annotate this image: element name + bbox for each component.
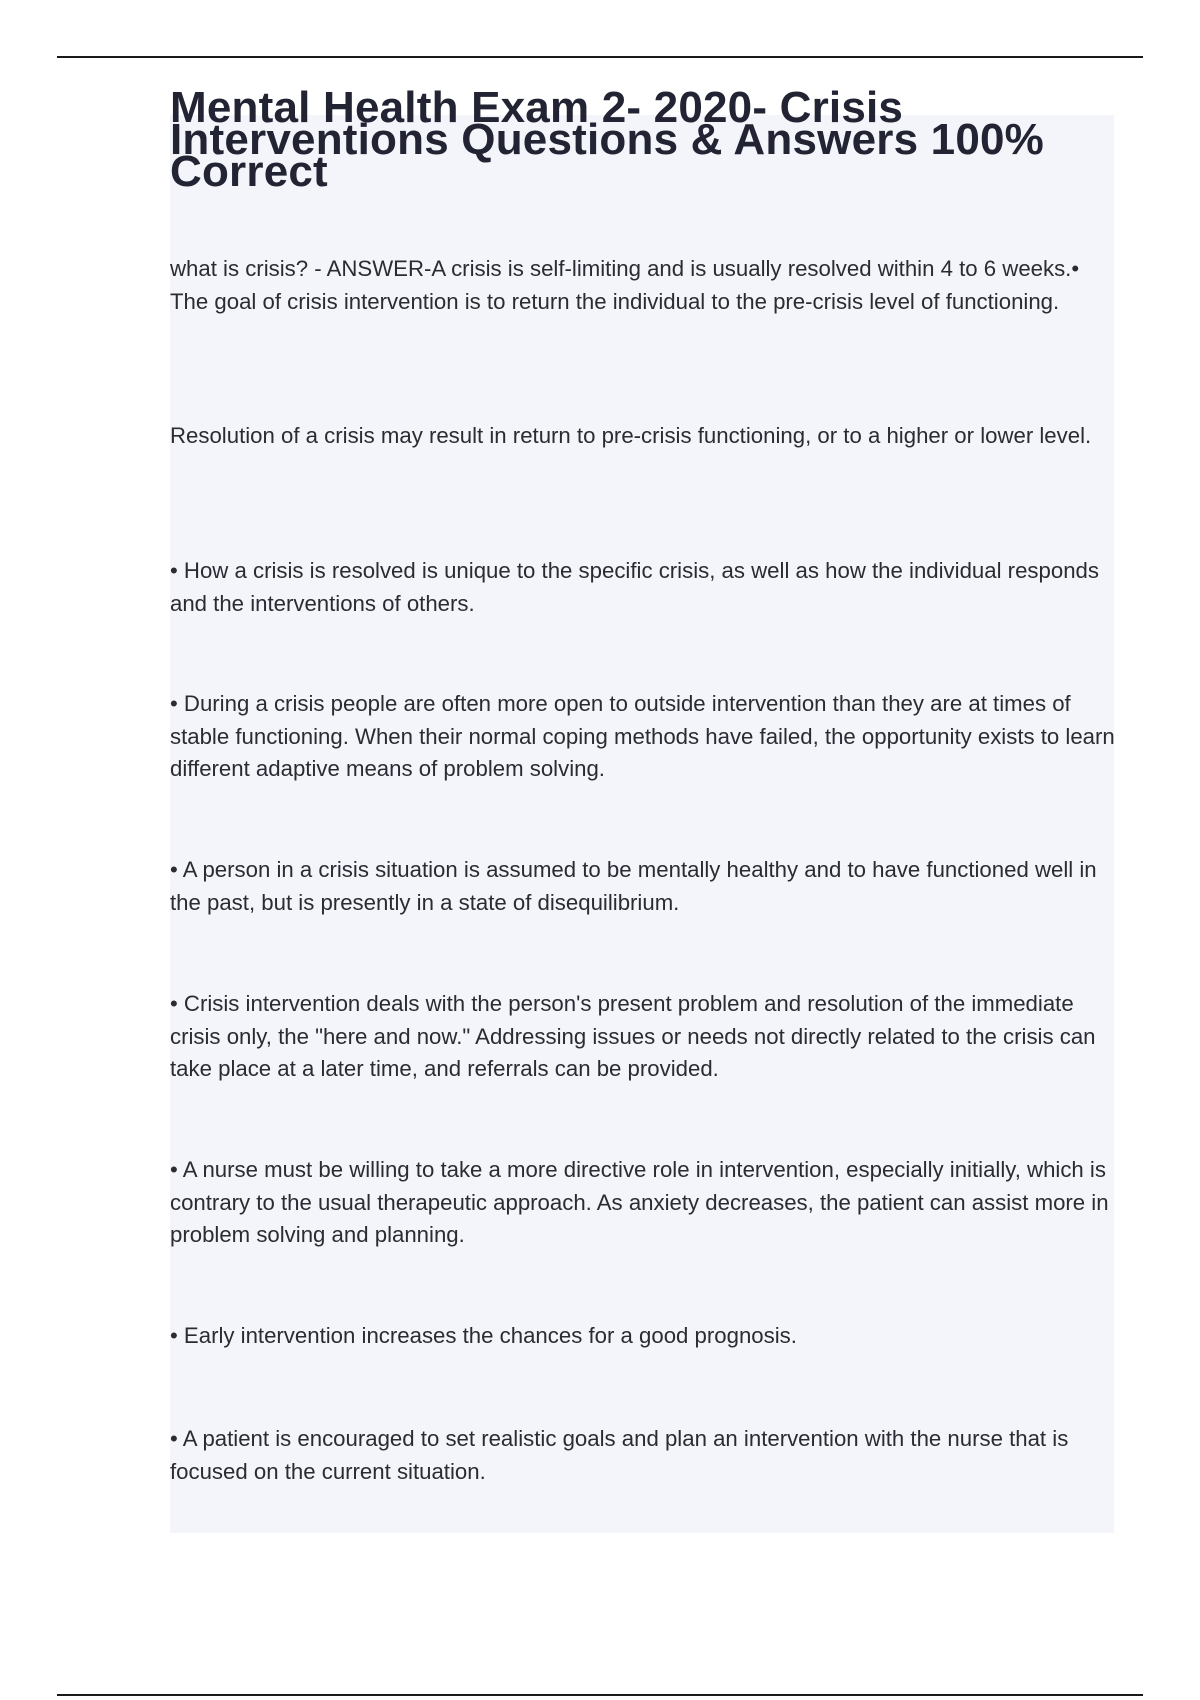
paragraph-realistic-goals: • A patient is encouraged to set realistic goals and plan an intervention with the nurse that is focused on the current situation. [170, 1426, 1069, 1484]
paragraph-here-and-now: • Crisis intervention deals with the person's present problem and resolution of the immediate crisis only, the "here and now." Addressing issues or needs not directly related to the crisis can take place at a later time, and referrals can be provided. [170, 991, 1096, 1081]
document-title: Mental Health Exam 2- 2020- Crisis Interventions Questions & Answers 100% Correct [170, 83, 1045, 196]
paragraph-directive-role: • A nurse must be willing to take a more directive role in intervention, especially initially, which is contrary to the usual therapeutic approach. As anxiety decreases, the patient can assist more in problem solving and planning. [170, 1157, 1109, 1247]
footer-rule [57, 1694, 1143, 1696]
paragraph-mentally-healthy: • A person in a crisis situation is assumed to be mentally healthy and to have functioned well in the past, but is presently in a state of disequilibrium. [170, 857, 1097, 915]
paragraph-crisis-definition: what is crisis? - ANSWER-A crisis is self-limiting and is usually resolved within 4 to 6 weeks.• The goal of crisis intervention is to return the individual to the pre-crisis level of functioning. [170, 256, 1080, 314]
paragraph-resolution: Resolution of a crisis may result in return to pre-crisis functioning, or to a higher or lower level. [170, 423, 1092, 448]
paragraph-open-to-intervention: • During a crisis people are often more open to outside intervention than they are at times of stable functioning. When their normal coping methods have failed, the opportunity exists to learn different adaptive means of problem solving. [170, 691, 1115, 781]
paragraph-early-intervention: • Early intervention increases the chances for a good prognosis. [170, 1323, 797, 1348]
header-rule [57, 56, 1143, 58]
paragraph-unique-resolution: • How a crisis is resolved is unique to the specific crisis, as well as how the individual responds and the interventions of others. [170, 558, 1099, 616]
